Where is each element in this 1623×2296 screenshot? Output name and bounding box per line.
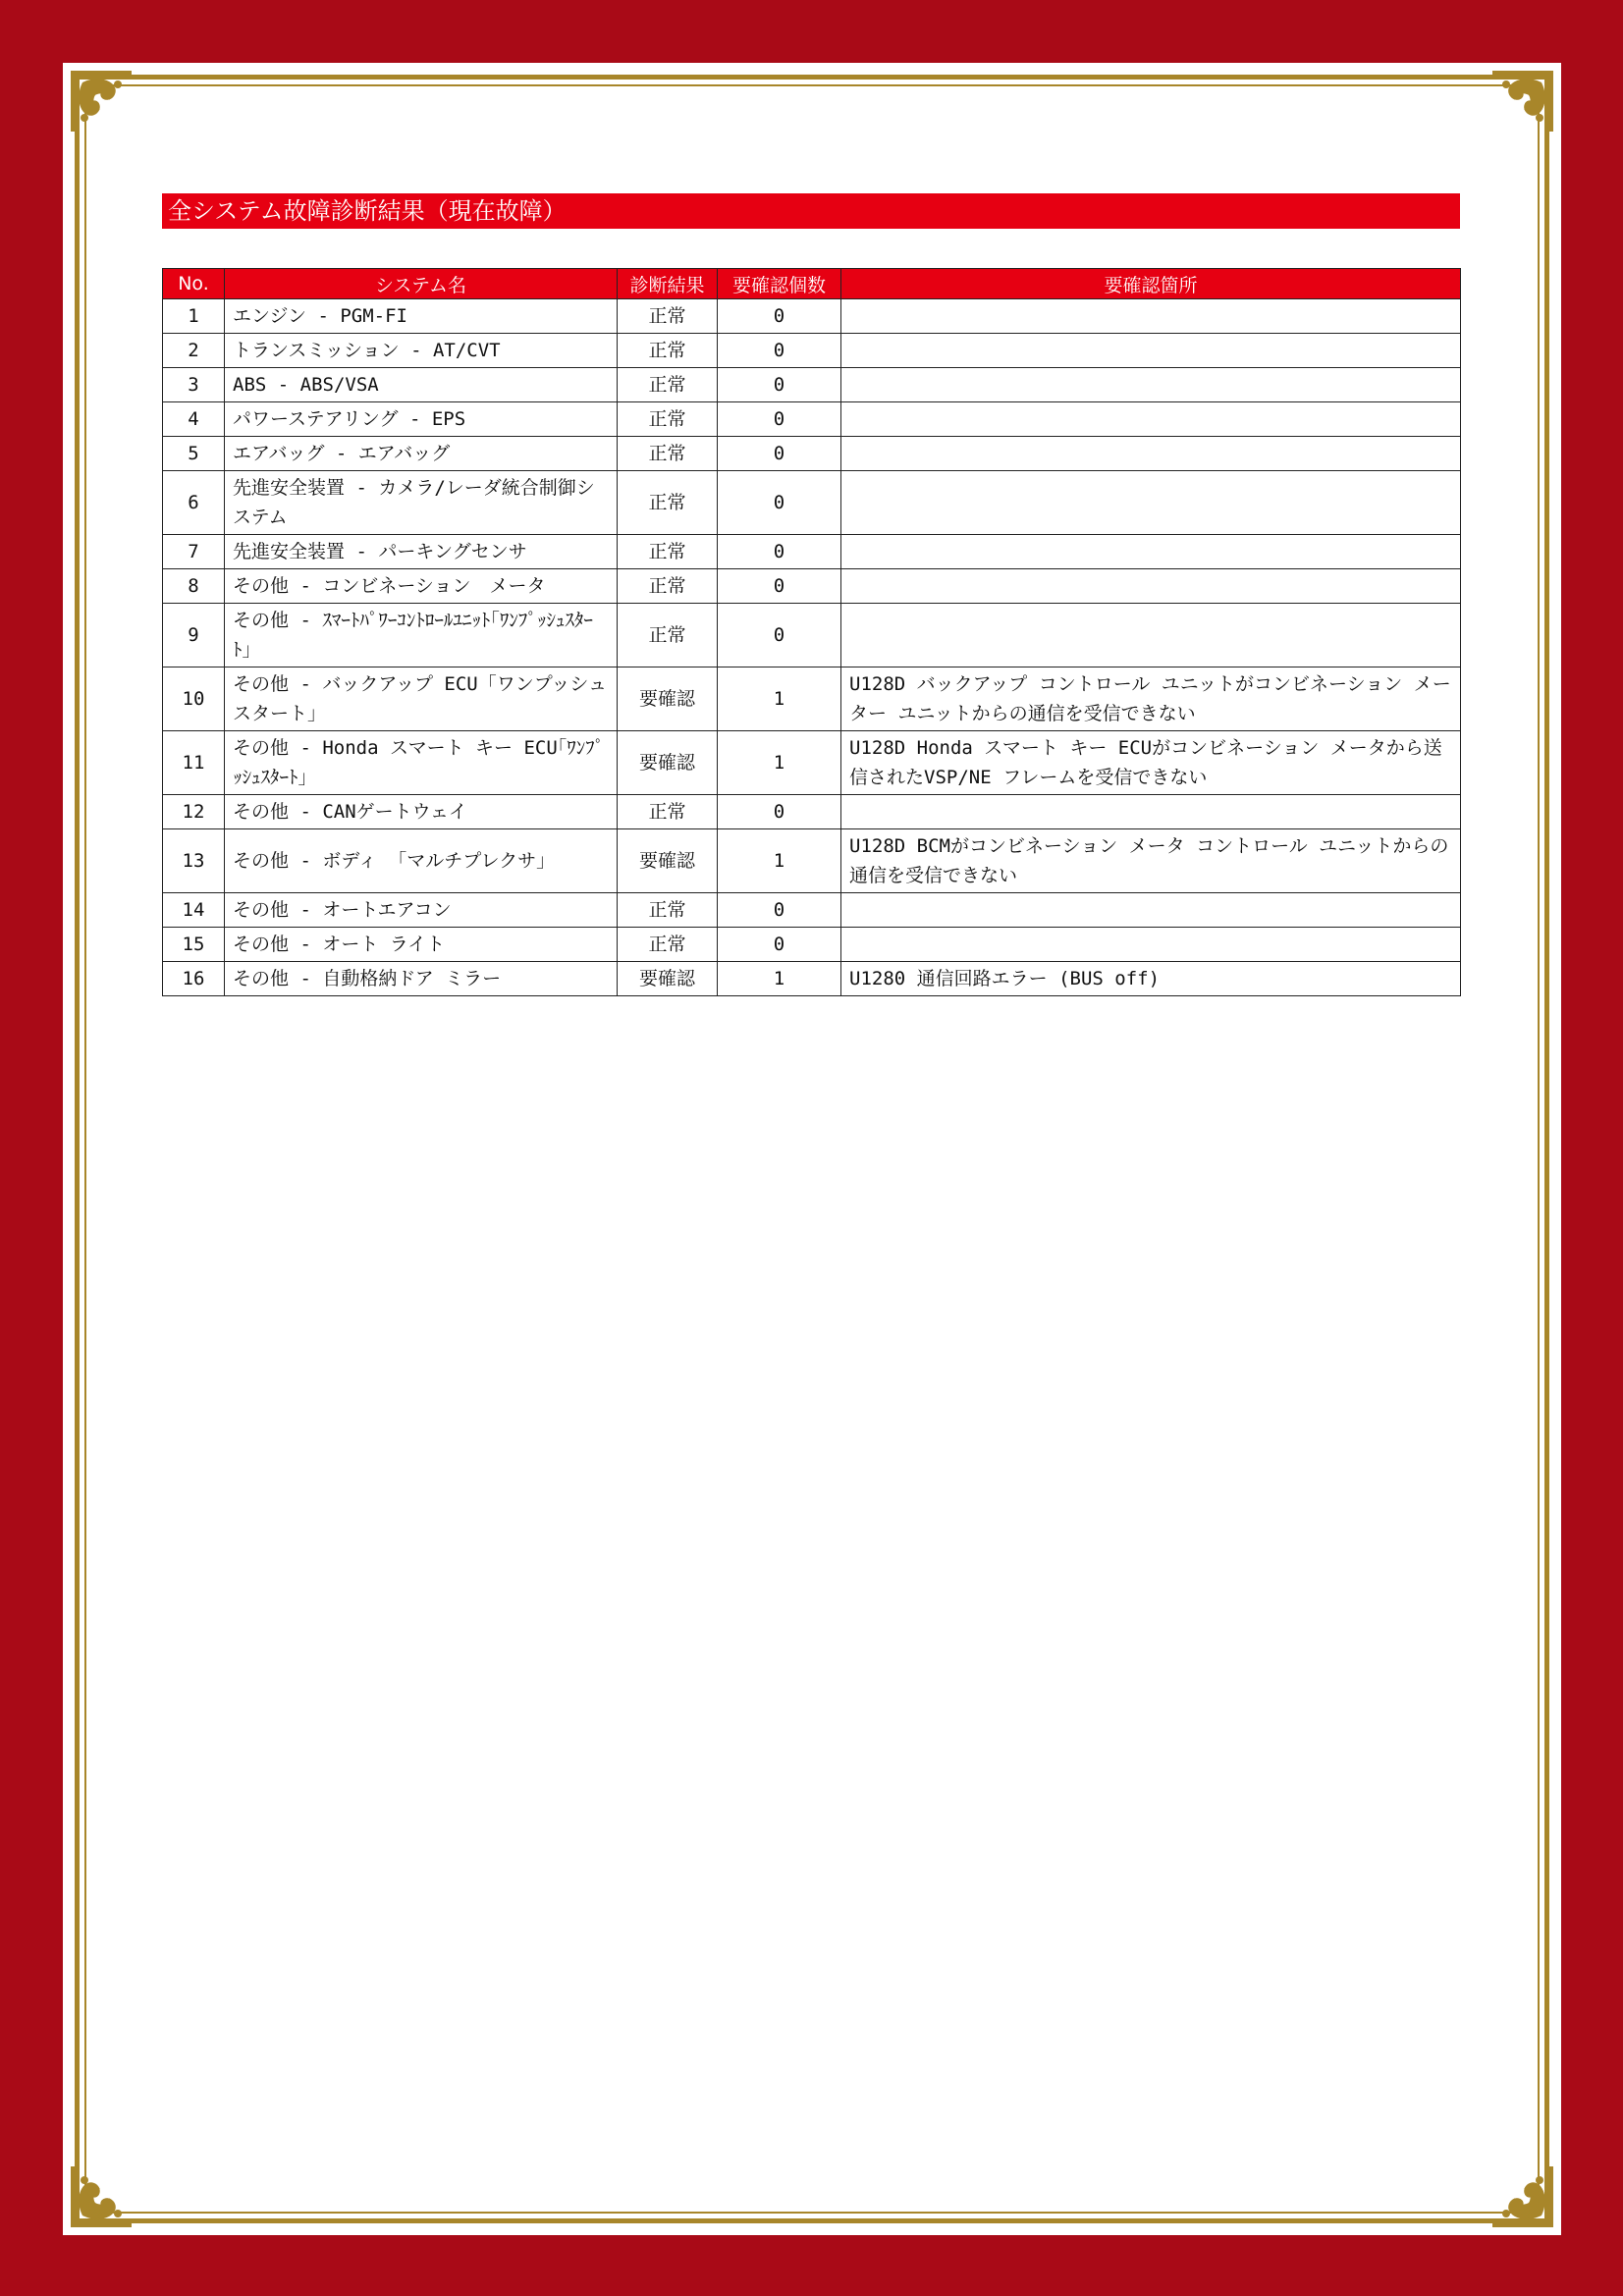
row-count: 0 xyxy=(718,928,841,962)
row-detail: U128D バックアップ コントロール ユニットがコンビネーション メーター ユニットからの通信を受信できない xyxy=(841,667,1461,731)
row-detail xyxy=(841,893,1461,928)
row-system: その他 - CANゲートウェイ xyxy=(225,795,618,829)
row-count: 0 xyxy=(718,368,841,402)
table-row xyxy=(163,829,1461,893)
row-system: その他 - オートエアコン xyxy=(225,893,618,928)
row-detail: U1280 通信回路エラー (BUS off) xyxy=(841,962,1461,996)
row-no: 14 xyxy=(163,893,225,928)
report-page xyxy=(63,63,1561,2235)
row-detail: U128D BCMがコンビネーション メータ コントロール ユニットからの通信を受信できない xyxy=(841,829,1461,893)
row-count: 1 xyxy=(718,962,841,996)
row-count: 0 xyxy=(718,604,841,667)
row-no: 16 xyxy=(163,962,225,996)
row-no: 5 xyxy=(163,437,225,471)
row-detail xyxy=(841,928,1461,962)
table-row xyxy=(163,604,1461,667)
report-title: 全システム故障診断結果（現在故障） xyxy=(162,193,1460,229)
row-result: 正常 xyxy=(618,437,718,471)
table-row xyxy=(163,795,1461,829)
row-result: 正常 xyxy=(618,928,718,962)
row-count: 0 xyxy=(718,471,841,535)
row-count: 0 xyxy=(718,402,841,437)
row-detail xyxy=(841,368,1461,402)
header-result: 診断結果 xyxy=(618,269,718,299)
row-system: 先進安全装置 - カメラ/レーダ統合制御システム xyxy=(225,471,618,535)
row-no: 10 xyxy=(163,667,225,731)
row-no: 12 xyxy=(163,795,225,829)
row-system: ABS - ABS/VSA xyxy=(225,368,618,402)
table-row xyxy=(163,667,1461,731)
row-no: 3 xyxy=(163,368,225,402)
table-row xyxy=(163,893,1461,928)
row-system: その他 - Honda スマート キー ECU｢ﾜﾝﾌﾟｯｼｭｽﾀｰﾄ｣ xyxy=(225,731,618,795)
row-no: 15 xyxy=(163,928,225,962)
row-system: その他 - ｽﾏｰﾄﾊﾟﾜｰｺﾝﾄﾛｰﾙﾕﾆｯﾄ｢ﾜﾝﾌﾟｯｼｭｽﾀｰﾄ｣ xyxy=(225,604,618,667)
row-detail xyxy=(841,535,1461,569)
table-header-row xyxy=(163,269,1461,299)
corner-ornament-icon xyxy=(63,2147,151,2235)
row-result: 正常 xyxy=(618,893,718,928)
row-no: 11 xyxy=(163,731,225,795)
header-system-name: システム名 xyxy=(225,269,618,299)
row-no: 6 xyxy=(163,471,225,535)
row-system: エンジン - PGM-FI xyxy=(225,299,618,334)
header-no: No. xyxy=(163,269,225,299)
row-result: 正常 xyxy=(618,795,718,829)
row-count: 0 xyxy=(718,334,841,368)
row-detail xyxy=(841,402,1461,437)
row-count: 0 xyxy=(718,299,841,334)
header-count: 要確認個数 xyxy=(718,269,841,299)
row-system: その他 - オート ライト xyxy=(225,928,618,962)
row-system: エアバッグ - エアバッグ xyxy=(225,437,618,471)
row-count: 0 xyxy=(718,569,841,604)
table-row xyxy=(163,368,1461,402)
table-row xyxy=(163,402,1461,437)
row-detail xyxy=(841,795,1461,829)
table-row xyxy=(163,569,1461,604)
corner-ornament-icon xyxy=(63,63,151,151)
row-result: 正常 xyxy=(618,604,718,667)
corner-ornament-icon xyxy=(1473,63,1561,151)
row-no: 13 xyxy=(163,829,225,893)
row-count: 1 xyxy=(718,829,841,893)
table-row xyxy=(163,962,1461,996)
row-detail xyxy=(841,604,1461,667)
row-detail xyxy=(841,569,1461,604)
row-no: 9 xyxy=(163,604,225,667)
row-count: 1 xyxy=(718,667,841,731)
row-count: 0 xyxy=(718,893,841,928)
row-count: 0 xyxy=(718,535,841,569)
row-result: 要確認 xyxy=(618,829,718,893)
table-row xyxy=(163,437,1461,471)
row-result: 正常 xyxy=(618,535,718,569)
header-detail: 要確認箇所 xyxy=(841,269,1461,299)
row-result: 正常 xyxy=(618,334,718,368)
row-no: 2 xyxy=(163,334,225,368)
row-result: 正常 xyxy=(618,402,718,437)
corner-ornament-icon xyxy=(1473,2147,1561,2235)
table-row xyxy=(163,334,1461,368)
row-result: 正常 xyxy=(618,299,718,334)
row-result: 正常 xyxy=(618,368,718,402)
row-no: 1 xyxy=(163,299,225,334)
table-row xyxy=(163,928,1461,962)
row-count: 1 xyxy=(718,731,841,795)
row-system: その他 - バックアップ ECU「ワンプッシュスタート」 xyxy=(225,667,618,731)
row-detail xyxy=(841,471,1461,535)
row-detail xyxy=(841,334,1461,368)
row-result: 正常 xyxy=(618,569,718,604)
table-row xyxy=(163,299,1461,334)
row-no: 8 xyxy=(163,569,225,604)
row-result: 要確認 xyxy=(618,731,718,795)
table-row xyxy=(163,471,1461,535)
row-no: 4 xyxy=(163,402,225,437)
table-row xyxy=(163,535,1461,569)
row-count: 0 xyxy=(718,795,841,829)
row-system: その他 - 自動格納ドア ミラー xyxy=(225,962,618,996)
row-result: 正常 xyxy=(618,471,718,535)
row-count: 0 xyxy=(718,437,841,471)
row-system: パワーステアリング - EPS xyxy=(225,402,618,437)
row-detail xyxy=(841,437,1461,471)
row-system: トランスミッション - AT/CVT xyxy=(225,334,618,368)
row-system: その他 - コンビネーション メータ xyxy=(225,569,618,604)
table-row xyxy=(163,731,1461,795)
row-result: 要確認 xyxy=(618,667,718,731)
row-no: 7 xyxy=(163,535,225,569)
row-system: 先進安全装置 - パーキングセンサ xyxy=(225,535,618,569)
diagnosis-table xyxy=(162,268,1461,996)
row-detail: U128D Honda スマート キー ECUがコンビネーション メータから送信されたVSP/NE フレームを受信できない xyxy=(841,731,1461,795)
row-system: その他 - ボディ 「マルチプレクサ」 xyxy=(225,829,618,893)
row-detail xyxy=(841,299,1461,334)
row-result: 要確認 xyxy=(618,962,718,996)
